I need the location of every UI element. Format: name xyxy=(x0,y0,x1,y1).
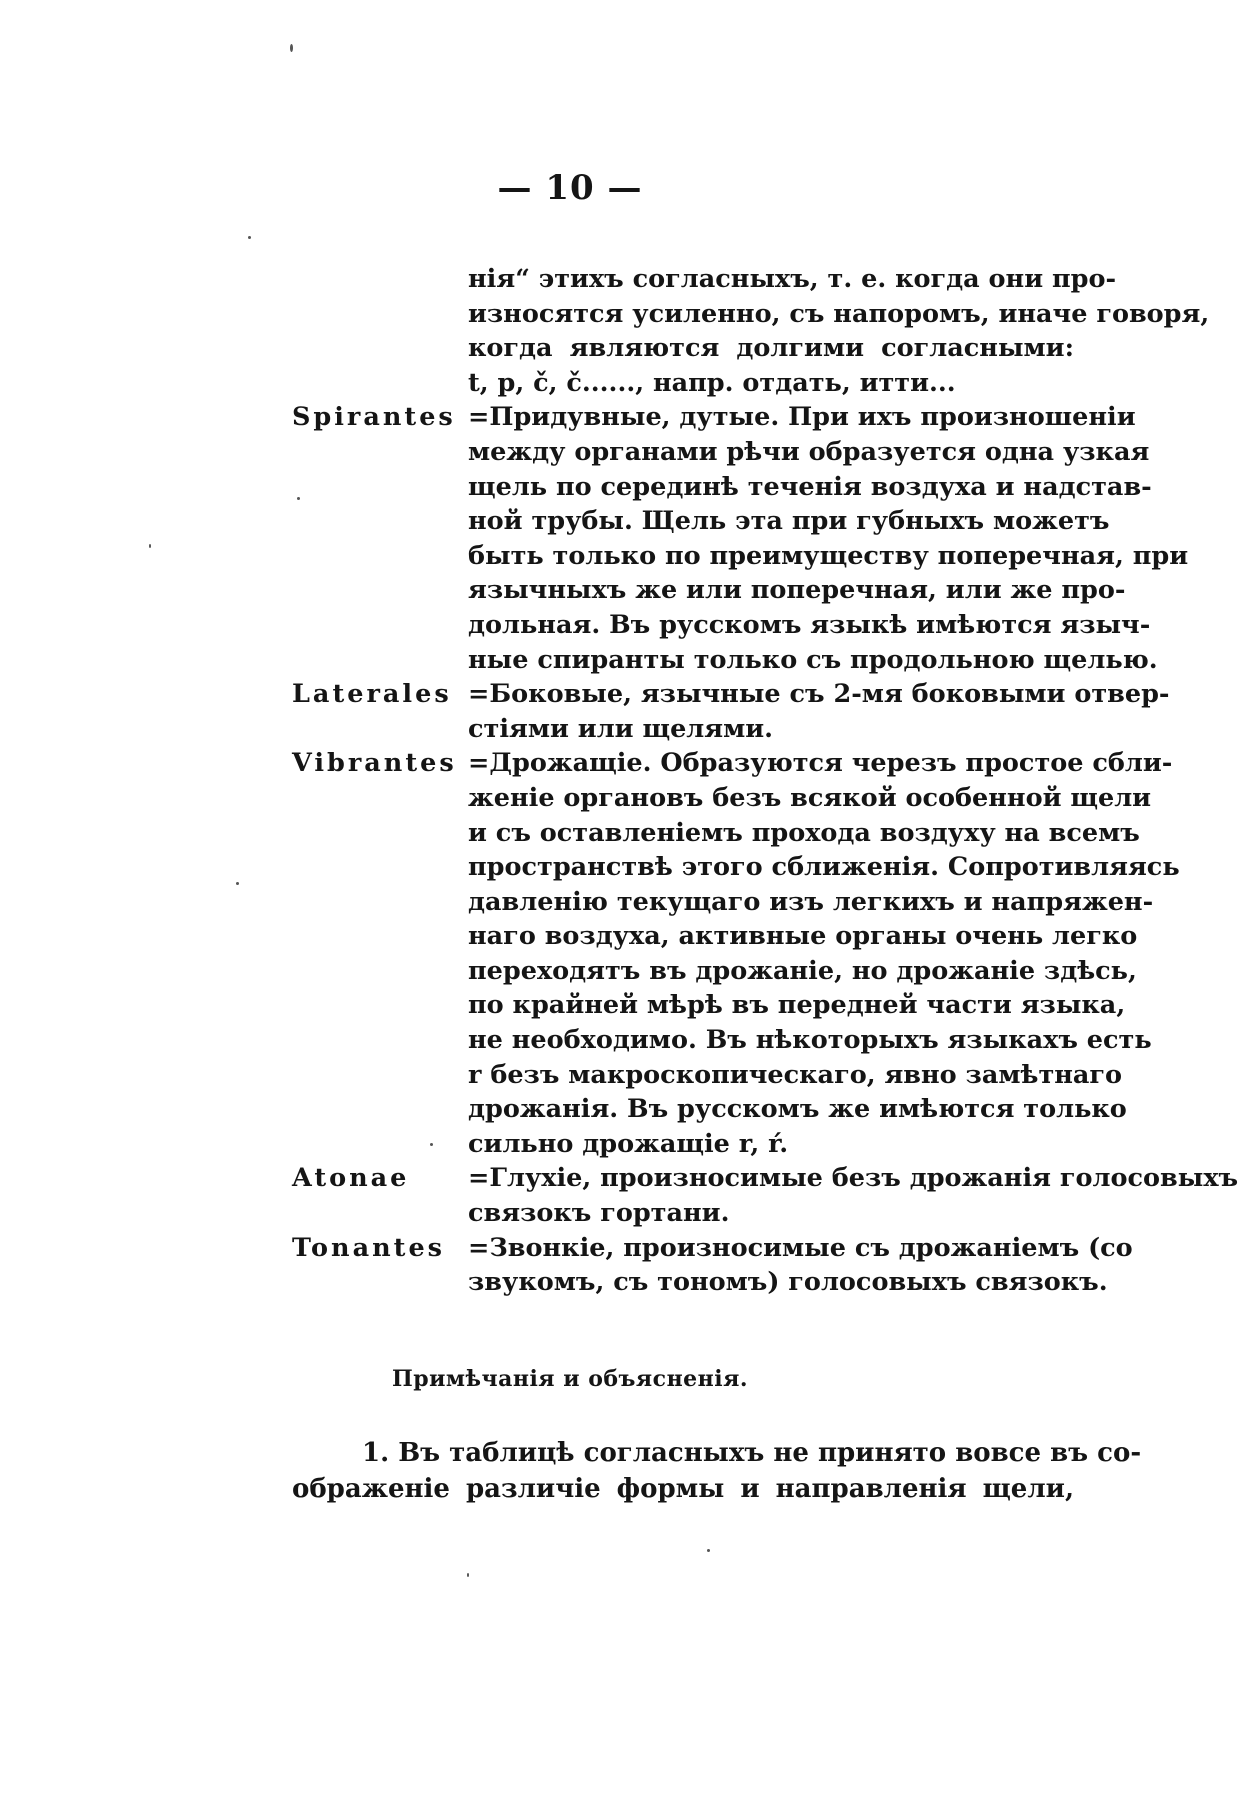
text-line: =Дрожащіе. Образуются черезъ простое сбли- xyxy=(468,748,1173,779)
text-line: связокъ гортани. xyxy=(468,1198,730,1229)
entry-vibrantes xyxy=(292,746,1180,1161)
text-line: сильно дрожащіе r, ŕ. xyxy=(468,1128,789,1159)
text-line: ные спиранты только съ продольною щелью. xyxy=(468,644,1158,675)
text-line: быть только по преимуществу поперечная, при xyxy=(468,540,1189,571)
text-line: дольная. Въ русскомъ языкѣ имѣются языч- xyxy=(468,609,1151,640)
text-line: ной трубы. Щель эта при губныхъ можетъ xyxy=(468,506,1110,537)
scan-speck xyxy=(467,1573,469,1577)
text-line: 1. Въ таблицѣ согласныхъ не принято вовсе въ со- xyxy=(362,1438,1142,1468)
text-line: щель по серединѣ теченія воздуха и надстав- xyxy=(468,471,1152,502)
entry-term: Atonae xyxy=(292,1163,410,1194)
text-line: дрожанія. Въ русскомъ же имѣются только xyxy=(468,1094,1127,1125)
text-line: ображеніе различіе формы и направленія щели, xyxy=(292,1474,1074,1504)
definitions-list xyxy=(292,262,1238,1300)
text-line: язычныхъ же или поперечная, или же про- xyxy=(468,575,1126,606)
entry-term: Vibrantes xyxy=(292,748,457,779)
scan-speck xyxy=(430,1143,433,1146)
text-line: =Придувные, дутые. При ихъ произношеніи xyxy=(468,402,1136,433)
continuation-text xyxy=(468,262,1210,400)
entry-atonae xyxy=(292,1161,1238,1230)
entry-term: Tonantes xyxy=(292,1232,446,1263)
scan-speck xyxy=(297,497,300,500)
text-line: стіями или щелями. xyxy=(468,713,774,744)
entry-laterales xyxy=(292,677,1170,746)
text-line: =Глухіе, произносимые безъ дрожанія голосовыхъ xyxy=(468,1163,1238,1194)
text-line: =Боковые, язычные съ 2-мя боковыми отвер- xyxy=(468,679,1170,710)
entry-tonantes xyxy=(292,1231,1133,1300)
text-line: пространствѣ этого сближенія. Сопротивляясь xyxy=(468,852,1180,883)
notes-heading: Примѣчанія и объясненія. xyxy=(391,1366,749,1392)
text-line: между органами рѣчи образуется одна узкая xyxy=(468,436,1150,467)
text-line: t, p, č, č......, напр. отдать, итти... xyxy=(468,367,956,398)
text-line: давленію текущаго изъ легкихъ и напряжен- xyxy=(468,886,1154,917)
page-number: — 10 — xyxy=(497,168,643,208)
text-line: переходятъ въ дрожаніе, но дрожаніе здѣсь, xyxy=(468,955,1137,986)
scan-speck xyxy=(236,882,239,885)
text-line: звукомъ, съ тономъ) голосовыхъ связокъ. xyxy=(468,1267,1108,1298)
scan-speck xyxy=(290,44,293,52)
text-line: наго воздуха, активные органы очень легко xyxy=(468,921,1138,952)
text-line: нія“ этихъ согласныхъ, т. е. когда они про- xyxy=(468,264,1117,294)
text-line: =Звонкіе, произносимые съ дрожаніемъ (со xyxy=(468,1232,1133,1263)
entry-term: Spirantes xyxy=(292,402,456,433)
text-line: износятся усиленно, съ напоромъ, иначе говоря, xyxy=(468,298,1210,329)
entry-spirantes xyxy=(292,400,1189,677)
text-line: и съ оставленіемъ прохода воздуху на всемъ xyxy=(468,817,1140,848)
text-line: r безъ макроскопическаго, явно замѣтнаго xyxy=(468,1059,1123,1090)
note-paragraph xyxy=(292,1435,1142,1507)
text-line: не необходимо. Въ нѣкоторыхъ языкахъ есть xyxy=(468,1025,1152,1056)
text-line: женіе органовъ безъ всякой особенной щели xyxy=(468,782,1152,813)
scan-speck xyxy=(707,1549,710,1552)
text-line: по крайней мѣрѣ въ передней части языка, xyxy=(468,990,1126,1021)
text-line: когда являются долгими согласными: xyxy=(468,333,1074,364)
entry-term: Laterales xyxy=(292,679,452,710)
scan-speck xyxy=(149,544,151,548)
scan-speck xyxy=(248,236,251,239)
